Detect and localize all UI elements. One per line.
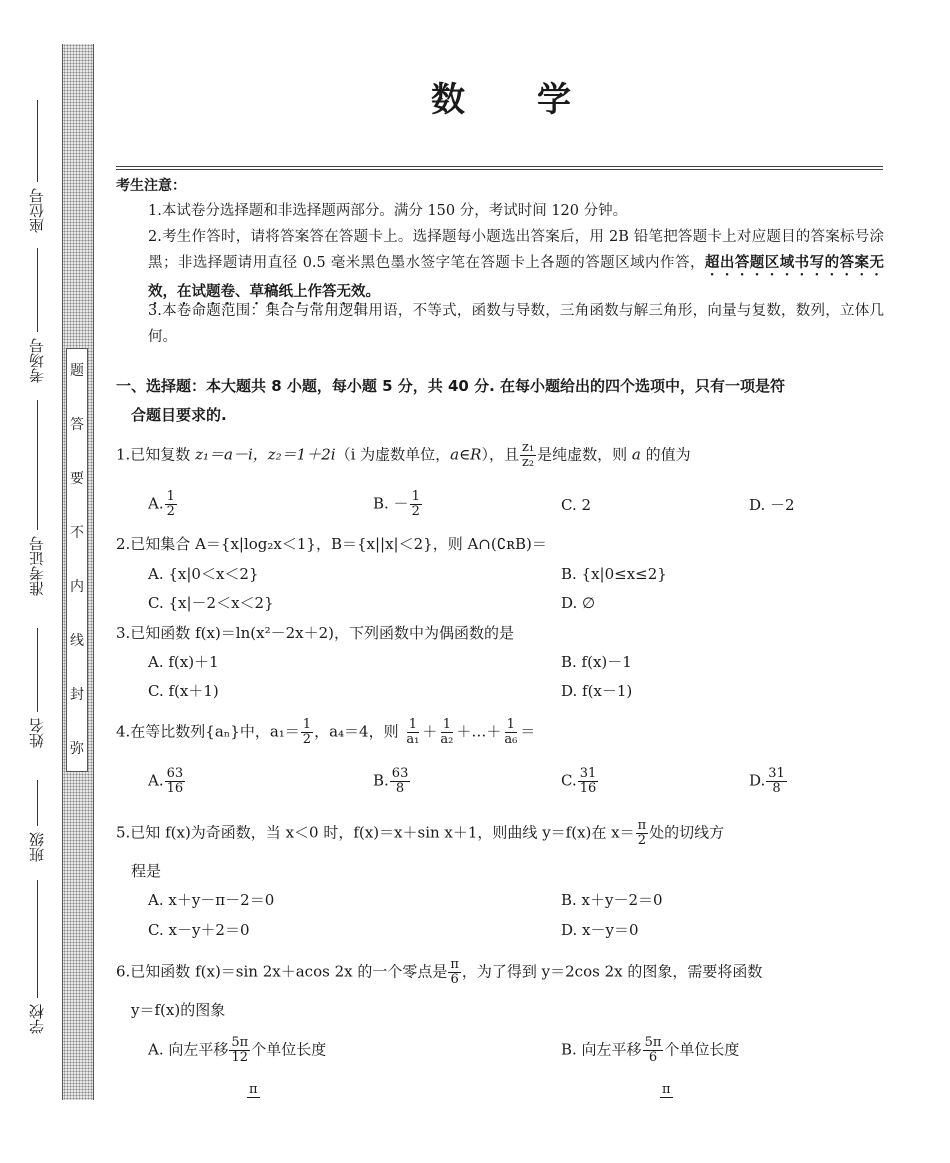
q5-option-d: D. x－y＝0 [561,921,639,939]
q4-c-frac [578,767,599,796]
q4-b-frac [390,767,411,796]
q1-stem-b: （i 为虚数单位， [335,445,451,464]
notice-heading: 考生注意： [116,178,186,194]
q4-term-1 [404,718,421,747]
q6-frac-den: 6 [450,972,459,987]
q5-stem-b: 处的切线方 [649,823,725,842]
q4-t6-den: a₆ [504,732,518,747]
question-6-cont: y＝f(x)的图象 [131,1001,226,1019]
seal-char: 不 [70,525,84,541]
q1-a-frac [165,490,177,519]
q6-stem-a: 6.已知函数 f(x)＝sin 2x＋acos 2x 的一个零点是 [116,962,448,981]
q4-dots: ＋…＋ [456,722,502,741]
seat-number-line [37,100,38,182]
q6-b-prefix: B. 向左平移 [561,1040,642,1059]
seal-char: 线 [70,633,84,649]
q4-d-num: 31 [768,766,785,781]
q6-a-frac [229,1036,250,1065]
q1-stem-c: ），且 [481,445,519,464]
seat-number-field [26,100,48,233]
q1-option-a [148,490,178,519]
q4-c-den: 16 [579,781,597,796]
seal-char: 弥 [70,741,84,757]
q3-option-c: C. f(x＋1) [148,682,219,700]
q1-b-label: B. － [373,494,409,513]
q4-option-a [148,767,186,796]
q4-b-den: 8 [395,781,405,796]
q1-a-den: 2 [166,504,175,519]
question-4 [116,718,886,747]
q4-t2-den: a₂ [440,732,454,747]
q4-c-label: C. [561,771,577,790]
q4-option-c [561,767,599,796]
q1-frac-num: z₁ [522,440,535,455]
q6-option-a [148,1036,326,1065]
seal-char: 题 [70,363,84,379]
ticket-number-label: 准考证号 [28,536,46,596]
q2-option-c: C. {x|－2＜x＜2} [148,594,274,612]
q6-a-suffix: 个单位长度 [251,1040,327,1059]
q1-domain: a∈R [450,445,482,464]
q6-b-den: 6 [648,1050,658,1065]
q2-option-a: A. {x|0＜x＜2} [148,565,259,583]
q1-stem-e: 的值为 [640,445,691,464]
q4-d-label: D. [749,771,766,790]
q6-option-b [561,1036,739,1065]
q5-fraction [636,819,649,848]
seal-char: 答 [70,417,84,433]
exam-room-field [26,248,48,383]
q4-equals: ＝ [520,722,536,741]
q4-term-2 [438,718,455,747]
q1-fraction [520,441,536,470]
page-title: 数学 [431,80,643,120]
question-6 [116,958,886,987]
q5-frac-den: 2 [637,833,647,848]
school-line [37,880,38,998]
question-1 [116,441,886,470]
q5-stem-a: 5.已知 f(x)为奇函数，当 x＜0 时，f(x)＝x＋sin x＋1，则曲线 y＝f(x)在 x＝ [116,823,635,842]
q4-t1-den: a₁ [406,732,420,747]
q6-b-num: 5π [644,1035,662,1050]
title-rule-top [116,166,883,167]
exam-room-line [37,248,38,332]
class-field [26,780,48,862]
q4-t6-num: 1 [506,717,515,732]
q3-option-d: D. f(x－1) [561,682,633,700]
question-5 [116,819,886,848]
q4-half-den: 2 [302,732,312,747]
q4-b-label: B. [373,771,389,790]
q1-option-d: D. －2 [749,496,795,514]
seal-warning [66,348,88,772]
q5-option-c: C. x－y＋2＝0 [148,921,250,939]
q6-option-c-cut: π [249,1082,258,1097]
section-heading: 一、选择题：本大题共 8 小题，每小题 5 分，共 40 分. 在每小题给出的四个选项中，只有一项是符 [116,377,786,395]
seal-char: 要 [70,471,84,487]
section-heading-cont: 合题目要求的. [131,406,227,424]
q6-fraction [448,958,461,987]
q4-option-d [749,767,788,796]
q4-plus: ＋ [422,722,438,741]
q4-d-frac [766,767,787,796]
notice-item-1: 1.本试卷分选择题和非选择题两部分。满分 150 分，考试时间 120 分钟。 [148,203,628,219]
q4-a-den: 16 [166,781,184,796]
school-label: 学校 [28,1004,46,1034]
seal-char: 封 [70,687,84,703]
q1-stem-d: 是纯虚数，则 [537,445,632,464]
q1-a-num: 1 [166,489,175,504]
q4-stem-a: 4.在等比数列{aₙ}中，a₁＝ [116,722,300,741]
class-label: 班级 [28,832,46,862]
q1-stem-a: 1.已知复数 [116,445,196,464]
q3-option-a: A. f(x)＋1 [148,653,219,671]
q4-d-den: 8 [772,781,781,796]
q4-c-num: 31 [579,766,597,781]
q4-a-num: 63 [166,766,184,781]
q4-half [301,718,313,747]
notice-item-2 [148,224,884,308]
q4-t2-num: 1 [442,717,451,732]
ticket-number-line [37,400,38,530]
student-name-line [37,628,38,712]
q6-option-d-cut: π [662,1082,671,1097]
seat-number-label: 座位号 [28,188,46,233]
q1-a-label: A. [148,494,164,513]
q3-option-b: B. f(x)－1 [561,653,632,671]
q4-term-6 [502,718,519,747]
q2-option-d: D. ∅ [561,594,596,612]
class-line [37,780,38,826]
notice-item-3: 3.本卷命题范围：集合与常用逻辑用语，不等式，函数与导数，三角函数与解三角形，向量与复数，数列，立体几何。 [148,303,884,345]
q4-b-num: 63 [391,766,409,781]
q4-t1-num: 1 [408,717,417,732]
q5-option-a: A. x＋y－π－2＝0 [148,891,275,909]
q4-a-label: A. [148,771,164,790]
q1-complex: z₁＝a－i，z₂＝1＋2i [195,445,336,464]
notice-item-2-text: 2.考生作答时，请将答案答在答题卡上。选择题每小题选出答案后，用 2B 铅笔把答题卡上对应题目的答案标号涂黑；非选择题请用直径 0.5 毫米黑色墨水签字笔在答题卡上各题的答题区域内作答， [148,229,884,271]
q4-option-b [373,767,411,796]
exam-room-label: 考场号 [28,338,46,383]
q6-b-frac [643,1036,664,1065]
q5-frac-num: π [637,818,647,833]
q1-b-frac [410,490,422,519]
student-name-field [26,628,48,748]
q6-b-suffix: 个单位长度 [664,1040,740,1059]
q6-frac-num: π [450,957,459,972]
q1-b-num: 1 [411,489,420,504]
q4-half-num: 1 [302,717,312,732]
q2-option-b: B. {x|0≤x≤2} [561,565,667,583]
q1-b-den: 2 [411,504,420,519]
q4-stem-b: ，a₄＝4，则 [314,722,404,741]
school-field [26,880,48,1034]
q4-a-frac [165,767,186,796]
q6-a-num: 5π [231,1035,249,1050]
q1-option-c: C. 2 [561,496,592,514]
q6-a-prefix: A. 向左平移 [148,1040,229,1059]
question-5-cont: 程是 [131,862,162,880]
question-2: 2.已知集合 A＝{x|log₂x＜1}，B＝{x||x|＜2}，则 A∩(∁ʀB)＝ [116,535,547,553]
notice-item-2-emphasis: 超出答题区域书写的答案无效，在试题卷、草稿纸上作答无效。 [148,255,884,300]
q6-a-den: 12 [231,1050,249,1065]
seal-char: 内 [70,579,84,595]
q6-stem-b: ，为了得到 y＝2cos 2x 的图象，需要将函数 [461,962,763,981]
q5-option-b: B. x＋y－2＝0 [561,891,663,909]
question-3: 3.已知函数 f(x)＝ln(x²－2x＋2)，下列函数中为偶函数的是 [116,624,514,642]
student-name-label: 姓名 [28,718,46,748]
q1-frac-den: z₂ [522,455,535,470]
ticket-number-field [26,400,48,596]
q1-option-b [373,490,423,519]
title-rule-bottom [116,169,883,170]
q1-var: a [631,445,641,464]
